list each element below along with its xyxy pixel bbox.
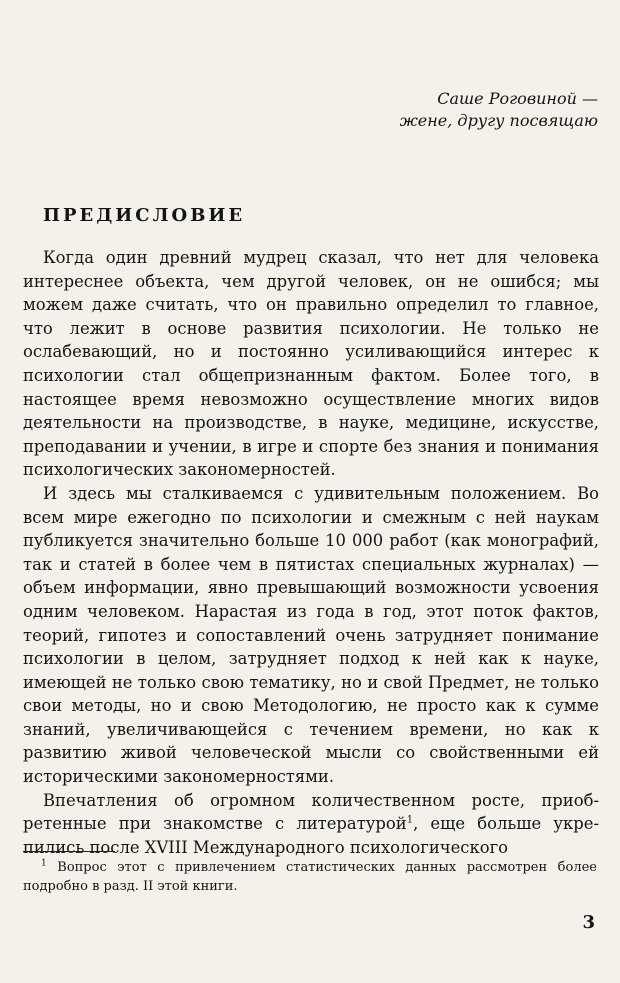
footnote-text: Вопрос этот с привлечением статистических данных рассмотрен более подробно в разд. II этой книги. (23, 860, 597, 894)
chapter-heading: ПРЕДИСЛОВИЕ (43, 205, 246, 226)
paragraph-3 (23, 789, 599, 860)
footnote-divider (23, 851, 115, 852)
dedication (338, 88, 598, 132)
footnote (23, 858, 597, 896)
paragraph-1: Когда один древний мудрец сказал, что нет для человека интереснее объекта, чем другой человек, он не ошибся; мы можем даже считать, что он правильно определил то главное, что лежит в основе развития психологии. Не только не ослабевающий, но и постоянно усиливающийся интерес к психологии стал общепризнанным фактом. Более того, в настоящее время невозможно осуществление многих видов деятельности на производстве, в науке, медицине, искусстве, преподавании и учении, в игре и спорте без знания и понимания психологических закономерностей. (23, 248, 599, 480)
paragraph-3-text-after: , еще больше укрепились после XVIII Международного психологического (23, 814, 599, 857)
paragraph-3-text-before: Впечатления об огромном количественном росте, приобретенные при знакомстве с литературой (23, 790, 599, 834)
footnote-reference[interactable]: 1 (406, 814, 414, 826)
body-text (23, 246, 599, 859)
dedication-line-2: жене, другу посвящаю (399, 111, 598, 130)
footnote-number: 1 (41, 858, 47, 869)
page-number: 3 (582, 912, 595, 933)
dedication-line-1: Саше Роговиной — (437, 89, 598, 108)
paragraph-2: И здесь мы сталкиваемся с удивительным положением. Во всем мире ежегодно по психологии и смежным с ней наукам публикуется значительно больше 10 000 работ (как монографий, так и статей в более чем в пятистах специальных журналах) — объем информации, явно превышающий возможности усвоения одним человеком. Нарастая из года в год, этот поток фактов, теорий, гипотез и сопоставлений очень затрудняет понимание психологии в целом, затрудняет подход к ней как к науке, имеющей не только свою тематику, но и свой Предмет, не только свои методы, но и свою Методологию, не просто как к сумме знаний, увеличивающейся с течением времени, но как к развитию живой человеческой мысли со свойственными ей историческими закономерностями. (23, 483, 599, 787)
